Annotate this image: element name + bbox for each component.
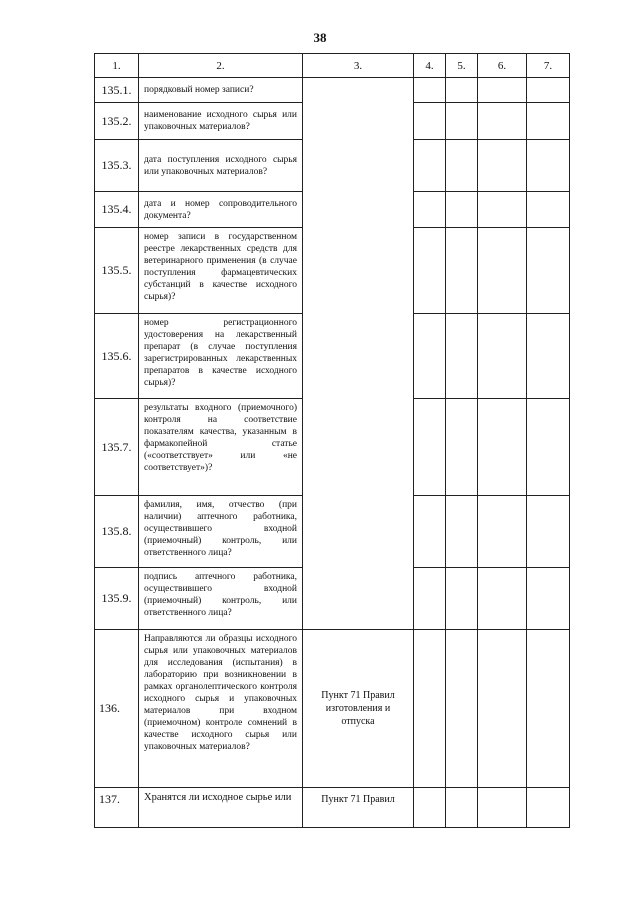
answer-cell [527,568,570,630]
question-text: наименование исходного сырья или упаковочных материалов? [139,103,303,140]
answer-cell [446,788,478,828]
question-text: номер регистрационного удостоверения на лекарственный препарат (в случае поступления зарегистрированных лекарственных препаратов в качестве исходного сырья)? [139,314,303,399]
answer-cell [527,314,570,399]
answer-cell [446,140,478,192]
reference-cell [303,78,414,630]
question-text: дата поступления исходного сырья или упаковочных материалов? [139,140,303,192]
answer-cell [446,314,478,399]
answer-cell [527,399,570,496]
answer-cell [414,399,446,496]
column-header-6: 6. [478,54,527,78]
question-text: результаты входного (приемочного) контроля на соответствие показателям качества, указанным в фармакопейной статье («соответствует» или «не соответствует»)? [139,399,303,496]
reference-cell: Пункт 71 Правил [303,788,414,828]
row-number: 136. [95,630,139,788]
answer-cell [478,103,527,140]
answer-cell [414,568,446,630]
answer-cell [446,399,478,496]
answer-cell [527,788,570,828]
row-number: 135.1. [95,78,139,103]
answer-cell [446,228,478,314]
answer-cell [478,192,527,228]
answer-cell [478,314,527,399]
answer-cell [446,103,478,140]
row-number: 137. [95,788,139,828]
answer-cell [414,314,446,399]
question-text: подпись аптечного работника, осуществившего входной (приемочный) контроль, или ответственного лица? [139,568,303,630]
row-number: 135.5. [95,228,139,314]
answer-cell [527,103,570,140]
column-header-3: 3. [303,54,414,78]
answer-cell [414,103,446,140]
answer-cell [527,228,570,314]
column-header-5: 5. [446,54,478,78]
row-number: 135.6. [95,314,139,399]
answer-cell [527,78,570,103]
column-header-2: 2. [139,54,303,78]
answer-cell [527,496,570,568]
answer-cell [478,788,527,828]
answer-cell [414,788,446,828]
question-text: Направляются ли образцы исходного сырья или упаковочных материалов для исследования (испытания) в лабораторию при возникновении в рамках органолептического контроля исходного сырья и упаковочных материалов при входном (приемочном) контроле сомнений в качестве исходного сырья или упаковочных материалов? [139,630,303,788]
answer-cell [414,78,446,103]
answer-cell [446,192,478,228]
row-number: 135.9. [95,568,139,630]
answer-cell [478,399,527,496]
question-text: порядковый номер записи? [139,78,303,103]
row-number: 135.2. [95,103,139,140]
answer-cell [478,140,527,192]
row-number: 135.8. [95,496,139,568]
answer-cell [478,78,527,103]
table-row [95,630,570,788]
question-text: номер записи в государственном реестре лекарственных средств для ветеринарного применения (в случае поступления фармацевтических субстанций в качестве исходного сырья)? [139,228,303,314]
answer-cell [414,630,446,788]
answer-cell [478,496,527,568]
question-text: фамилия, имя, отчество (при наличии) аптечного работника, осуществившего входной (приемочный) контроль, или ответственного лица? [139,496,303,568]
answer-cell [478,568,527,630]
table-row [95,78,570,103]
answer-cell [478,630,527,788]
reference-cell: Пункт 71 Правил изготовления и отпуска [303,630,414,788]
header-row [95,54,570,78]
answer-cell [527,192,570,228]
question-text: Хранятся ли исходное сырье или [139,788,303,828]
column-header-7: 7. [527,54,570,78]
answer-cell [414,496,446,568]
page-number: 38 [313,30,327,45]
answer-cell [527,630,570,788]
answer-cell [414,228,446,314]
answer-cell [446,496,478,568]
row-number: 135.4. [95,192,139,228]
answer-cell [527,140,570,192]
column-header-1: 1. [95,54,139,78]
answer-cell [446,568,478,630]
answer-cell [446,630,478,788]
table-row [95,788,570,828]
answer-cell [414,140,446,192]
checklist-table [94,53,570,828]
answer-cell [414,192,446,228]
column-header-4: 4. [414,54,446,78]
row-number: 135.7. [95,399,139,496]
row-number: 135.3. [95,140,139,192]
answer-cell [478,228,527,314]
answer-cell [446,78,478,103]
question-text: дата и номер сопроводительного документа? [139,192,303,228]
